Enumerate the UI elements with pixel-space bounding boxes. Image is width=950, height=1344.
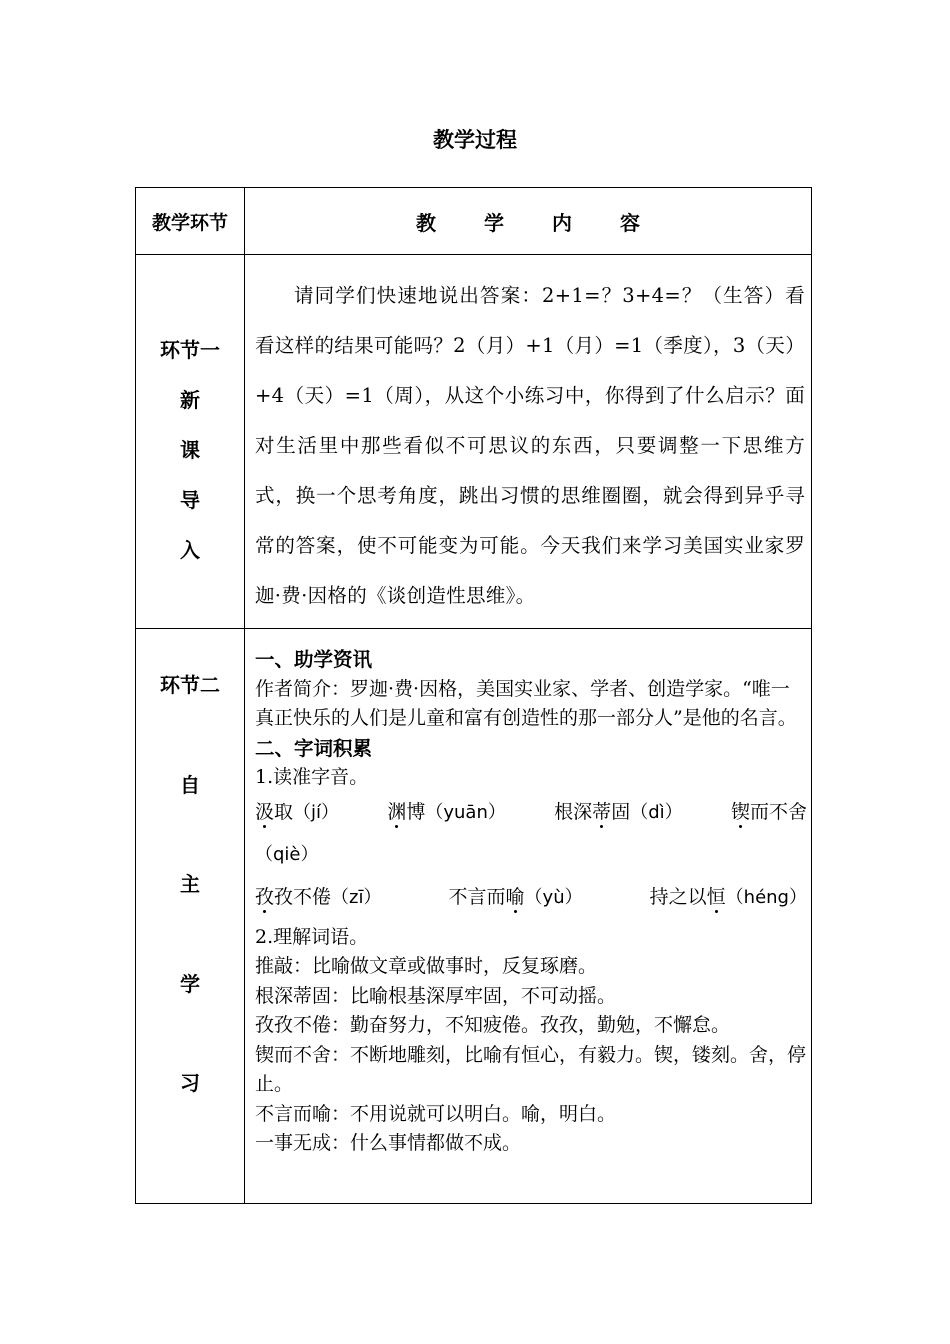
pinyin: （héng） — [725, 886, 807, 908]
subsection-title: 1.读准字音。 — [255, 766, 369, 788]
stage2-label-char: 学 — [180, 971, 200, 996]
subsection-title: 2.理解词语。 — [255, 925, 369, 948]
pinyin-word: 渊博（yuān） — [387, 800, 506, 823]
pinyin-word: 汲取（jí） — [255, 800, 340, 823]
header-stage-column: 教学环节 — [136, 188, 245, 255]
stage1-label-char: 入 — [180, 538, 200, 562]
author-intro: 作者简介：罗迦·费·因格，美国实业家、学者、创造学家。“唯一真正快乐的人们是儿童和富有创造性的那一部分人”是他的名言。 — [255, 677, 797, 729]
stage2-content-cell — [245, 629, 812, 1204]
pinyin: （zī） — [331, 886, 382, 908]
stage2-label: 环节二 — [160, 673, 220, 697]
stage2-label-char: 自 — [180, 772, 200, 797]
table-header-row — [136, 188, 812, 255]
stage1-label-char: 课 — [180, 438, 200, 462]
pinyin-row-tail — [255, 836, 807, 874]
header-content-column — [245, 188, 812, 255]
stage2-label-char: 主 — [180, 872, 200, 896]
pinyin: （dì） — [630, 801, 683, 823]
dotted-char: 渊 — [387, 800, 407, 823]
dotted-char: 喻 — [505, 885, 525, 908]
definition-item: 孜孜不倦：勤奋努力，不知疲倦。孜孜，勤勉，不懈怠。 — [255, 1014, 731, 1036]
pinyin-word: 孜孜不倦（zī） — [255, 885, 382, 908]
section-heading: 二、字词积累 — [255, 736, 373, 760]
stage2-label-char: 习 — [180, 1071, 200, 1095]
header-char: 内 — [552, 210, 572, 235]
stage1-label: 环节一 — [160, 338, 220, 362]
pinyin-word: 锲而不舍 — [730, 800, 807, 823]
stage1-row — [136, 255, 812, 629]
pinyin-row — [255, 793, 807, 832]
stage2-row — [136, 629, 812, 1204]
stage1-label-cell — [136, 255, 245, 629]
section-heading: 一、助学资讯 — [255, 648, 373, 671]
pinyin: （yuān） — [425, 801, 506, 823]
definition-item: 一事无成：什么事情都做不成。 — [255, 1132, 522, 1154]
dotted-char: 恒 — [706, 885, 726, 908]
definition-item: 锲而不舍：不断地雕刻，比喻有恒心，有毅力。锲，镂刻。舍，停止。 — [255, 1043, 807, 1095]
dotted-char: 孜 — [255, 885, 275, 908]
teaching-process-table — [135, 187, 812, 1204]
header-char: 容 — [620, 210, 640, 235]
stage1-label-char: 新 — [180, 388, 200, 412]
dotted-char: 汲 — [255, 800, 275, 823]
stage1-content-cell — [245, 255, 812, 629]
stage1-label-char: 导 — [180, 488, 200, 512]
page-title: 教学过程 — [433, 128, 517, 152]
pinyin-word: 不言而喻（yù） — [448, 885, 583, 908]
pinyin-row — [255, 878, 807, 917]
pinyin-word: 根深蒂固（dì） — [554, 800, 683, 823]
pinyin-word: 持之以恒（héng） — [649, 885, 807, 908]
stage2-label-cell — [136, 629, 245, 1204]
pinyin: （yù） — [524, 886, 583, 908]
pinyin: （qiè） — [255, 843, 319, 865]
definition-item: 不言而喻：不用说就可以明白。喻，明白。 — [255, 1102, 617, 1125]
definition-item: 根深蒂固：比喻根基深厚牢固，不可动摇。 — [255, 984, 617, 1007]
header-char: 学 — [484, 210, 504, 235]
stage1-paragraph: 请同学们快速地说出答案：2+1=？3+4=？（生答）看看这样的结果可能吗？2（月）+1（月）=1（季度），3（天）+4（天）=1（周），从这个小练习中，你得到了什么启示？面对生活里中那些看似不可思议的东西，只要调整一下思维方式，换一个思考角度，跳出习惯的思维圈圈，就会得到异乎寻常的答案，使不可能变为可能。今天我们来学习美国实业家罗迦·费·因格的《谈创造性思维》。 — [255, 284, 805, 607]
dotted-char: 锲 — [730, 800, 750, 823]
header-char: 教 — [416, 210, 436, 235]
pinyin: （jí） — [293, 801, 340, 823]
dotted-char: 蒂 — [592, 800, 612, 823]
definition-item: 推敲：比喻做文章或做事时，反复琢磨。 — [255, 955, 598, 977]
